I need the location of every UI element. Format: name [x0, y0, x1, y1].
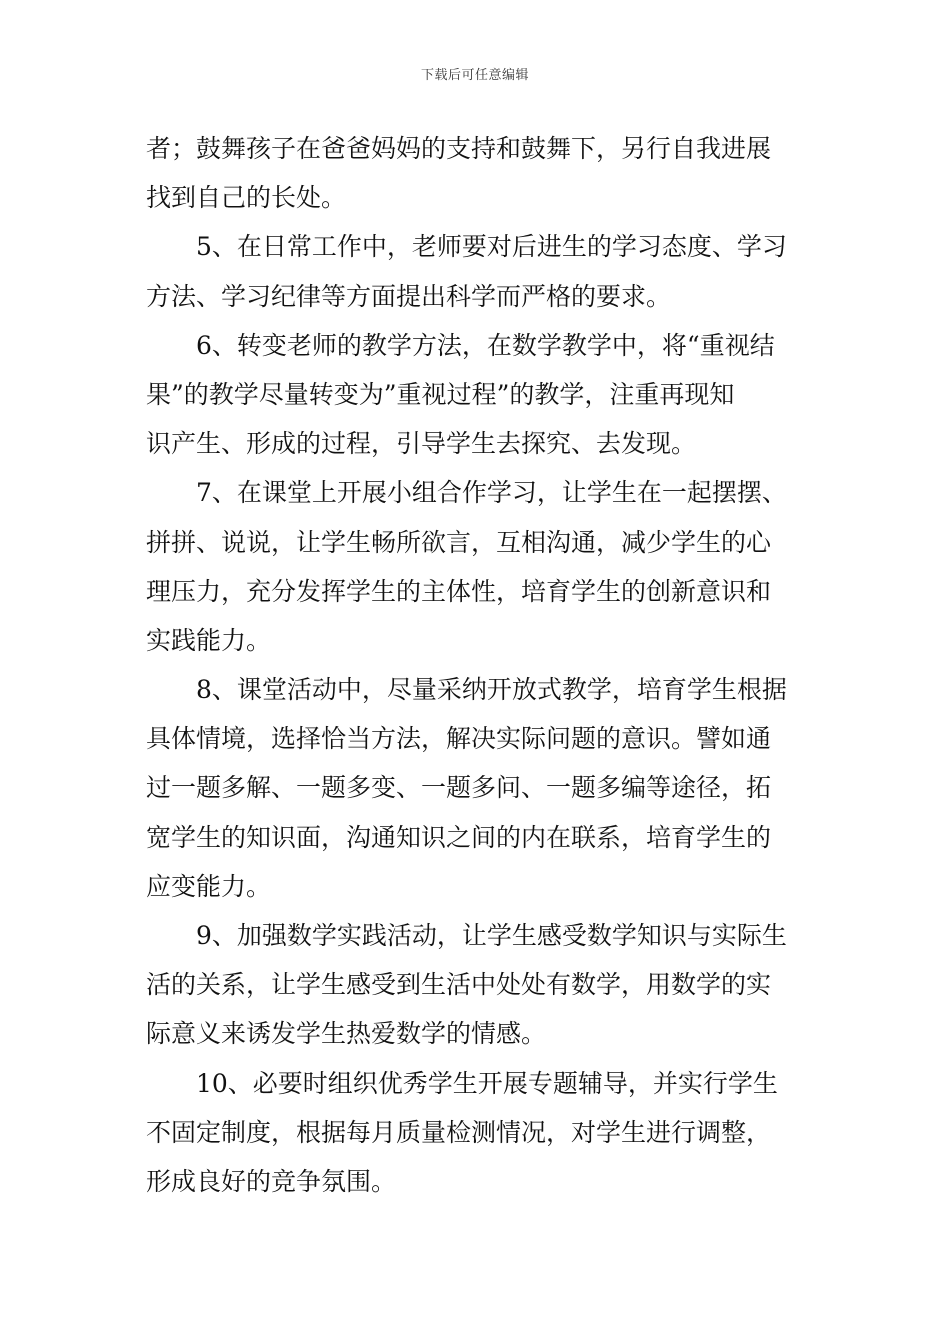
text-line: 8、课堂活动中，尽量采纳开放式教学，培育学生根据	[196, 675, 787, 705]
text-line: 果”的教学尽量转变为”重视过程”的教学，注重再现知	[146, 379, 735, 409]
text-line: 识产生、形成的过程，引导学生去探究、去发现。	[146, 429, 697, 459]
text-line: 拼拼、说说，让学生畅所欲言，互相沟通，减少学生的心	[146, 527, 772, 557]
text-line: 10、必要时组织优秀学生开展专题辅导，并实行学生	[196, 1068, 778, 1098]
text-line: 9、加强数学实践活动，让学生感受数学知识与实际生	[196, 921, 787, 950]
text-line: 形成良好的竞争氛围。	[146, 1166, 397, 1196]
document-body	[146, 124, 812, 1206]
text-line: 应变能力。	[146, 871, 272, 901]
text-line: 不固定制度，根据每月质量检测情况，对学生进行调整，	[146, 1117, 772, 1147]
text-line: 6、转变老师的教学方法，在数学教学中，将“重视结	[196, 330, 775, 360]
text-line: 过一题多解、一题多变、一题多问、一题多编等途径，拓	[146, 773, 772, 803]
text-line: 方法、学习纪律等方面提出科学而严格的要求。	[146, 281, 672, 311]
text-line: 找到自己的长处。	[146, 183, 347, 213]
text-line: 宽学生的知识面，沟通知识之间的内在联系，培育学生的	[146, 822, 772, 852]
text-line: 活的关系，让学生感受到生活中处处有数学，用数学的实	[146, 970, 772, 1000]
text-line: 理压力，充分发挥学生的主体性，培育学生的创新意识和	[146, 576, 772, 606]
page-header: 下载后可任意编辑	[420, 68, 529, 83]
text-line: 者；鼓舞孩子在爸爸妈妈的支持和鼓舞下，另行自我进展	[146, 134, 772, 163]
text-line: 5、在日常工作中，老师要对后进生的学习态度、学习	[196, 232, 787, 262]
text-line: 具体情境，选择恰当方法，解决实际问题的意识。譬如通	[146, 724, 772, 754]
text-line: 实践能力。	[146, 625, 272, 655]
text-line: 7、在课堂上开展小组合作学习，让学生在一起摆摆、	[196, 478, 787, 508]
text-line: 际意义来诱发学生热爱数学的情感。	[146, 1019, 547, 1049]
